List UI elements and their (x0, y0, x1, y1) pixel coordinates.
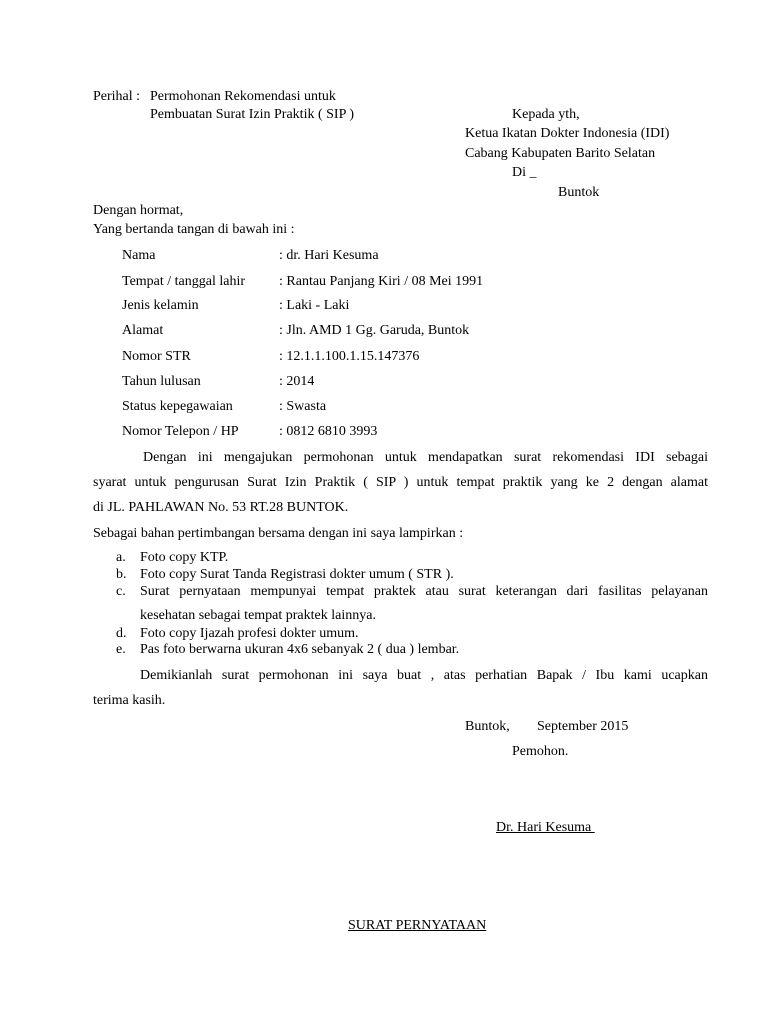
field-value-alamat: : Jln. AMD 1 Gg. Garuda, Buntok (279, 323, 470, 338)
field-label-nomor-telepon: Nomor Telepon / HP (122, 424, 239, 439)
body-paragraph-2: Sebagai bahan pertimbangan bersama dengan ini saya lampirkan : (93, 526, 464, 541)
field-value-nomor-str: : 12.1.1.100.1.15.147376 (279, 349, 420, 364)
next-section-title: SURAT PERNYATAAN (348, 918, 487, 933)
field-label-nomor-str: Nomor STR (122, 349, 191, 364)
attachment-text-d: Foto copy Ijazah profesi dokter umum. (140, 626, 359, 641)
field-value-status-kepegawaian: : Swasta (279, 399, 327, 414)
body-paragraph-1-line-2 (93, 476, 708, 490)
signature-name: Dr. Hari Kesuma (496, 820, 595, 835)
perihal-line-1: Permohonan Rekomendasi untuk (150, 89, 336, 104)
closing-line-2: terima kasih. (93, 693, 166, 708)
perihal-line-2: Pembuatan Surat Izin Praktik ( SIP ) (150, 107, 355, 122)
attachment-marker-c: c. (116, 584, 126, 599)
recipient-line-3: Cabang Kabupaten Barito Selatan (465, 146, 656, 161)
signature-date: September 2015 (537, 719, 629, 734)
attachment-text-b: Foto copy Surat Tanda Registrasi dokter umum ( STR ). (140, 567, 454, 582)
field-label-tahun-lulusan: Tahun lulusan (122, 374, 201, 389)
signature-role: Pemohon. (512, 744, 569, 759)
field-value-jenis-kelamin: : Laki - Laki (279, 298, 350, 313)
attachment-text-c-continuation: kesehatan sebagai tempat praktek lainnya. (140, 608, 376, 623)
salutation: Dengan hormat, (93, 203, 184, 218)
field-value-tahun-lulusan: : 2014 (279, 374, 315, 389)
closing-line-1 (140, 669, 708, 683)
field-label-jenis-kelamin: Jenis kelamin (122, 298, 199, 313)
body-paragraph-1-line-1-text: Dengan ini mengajukan permohonan untuk mendapatkan surat rekomendasi IDI sebagai (143, 450, 708, 465)
closing-line-1-text: Demikianlah surat permohonan ini saya buat , atas perhatian Bapak / Ibu kami ucapkan (140, 668, 708, 683)
field-label-tempat-lahir: Tempat / tanggal lahir (122, 274, 246, 289)
recipient-line-4: Di _ (512, 165, 537, 180)
attachment-marker-e: e. (116, 642, 126, 657)
attachment-marker-d: d. (116, 626, 127, 641)
attachment-text-a: Foto copy KTP. (140, 550, 229, 565)
field-label-nama: Nama (122, 248, 156, 263)
attachment-text-c-wrapper (140, 585, 708, 599)
body-paragraph-1-line-3: di JL. PAHLAWAN No. 53 RT.28 BUNTOK. (93, 500, 349, 515)
recipient-line-2: Ketua Ikatan Dokter Indonesia (IDI) (465, 126, 670, 141)
recipient-line-5: Buntok (558, 185, 600, 200)
signature-place: Buntok, (465, 719, 510, 734)
body-paragraph-1-line-1 (143, 451, 708, 465)
perihal-label: Perihal : (93, 89, 141, 104)
field-value-tempat-lahir: : Rantau Panjang Kiri / 08 Mei 1991 (279, 274, 484, 289)
intro-line: Yang bertanda tangan di bawah ini : (93, 222, 295, 237)
field-label-alamat: Alamat (122, 323, 164, 338)
attachment-marker-b: b. (116, 567, 127, 582)
attachment-text-e: Pas foto berwarna ukuran 4x6 sebanyak 2 ( dua ) lembar. (140, 642, 460, 657)
field-value-nama: : dr. Hari Kesuma (279, 248, 379, 263)
body-paragraph-1-line-2-text: syarat untuk pengurusan Surat Izin Praktik ( SIP ) untuk tempat praktik yang ke 2 dengan alamat (93, 475, 708, 490)
attachment-marker-a: a. (116, 550, 126, 565)
recipient-line-1: Kepada yth, (512, 107, 580, 122)
field-value-nomor-telepon: : 0812 6810 3993 (279, 424, 378, 439)
attachment-text-c: Surat pernyataan mempunyai tempat praktek atau surat keterangan dari fasilitas pelayanan (140, 584, 708, 599)
field-label-status-kepegawaian: Status kepegawaian (122, 399, 233, 414)
